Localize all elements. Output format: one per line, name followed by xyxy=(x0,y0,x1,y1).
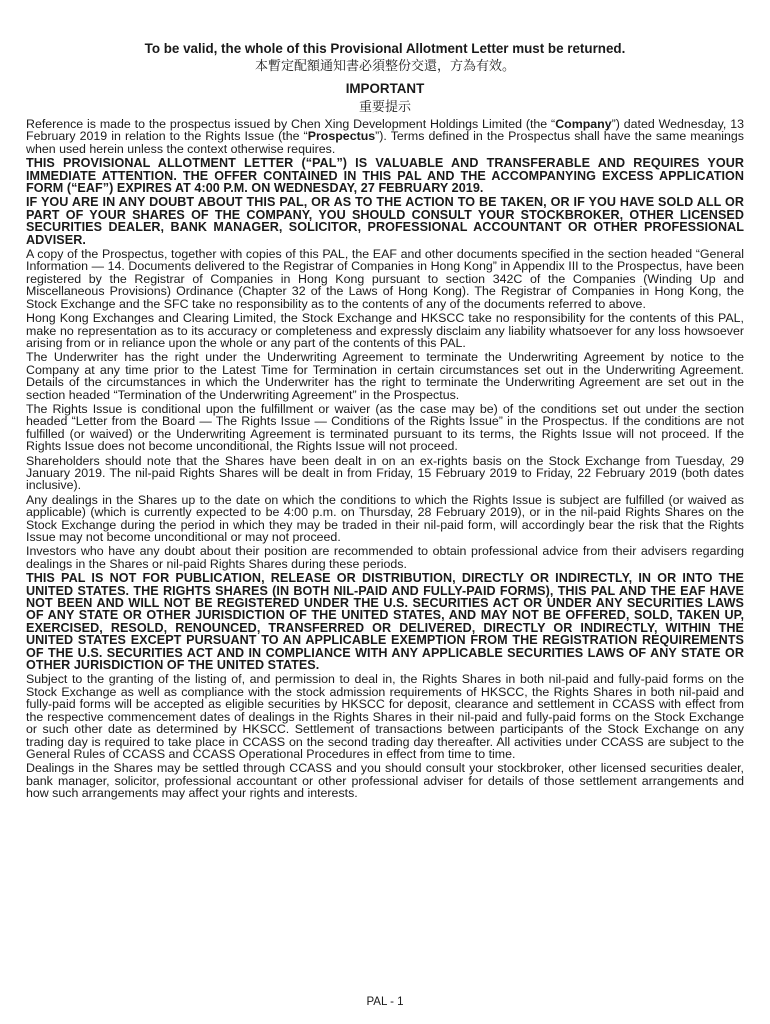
settlement-paragraph: Dealings in the Shares may be settled through CCASS and you should consult your stockbroker, other licensed securities dealer, bank manager, solicitor, professional accountant or other professional adviser for details of those settlement arrangements and how such arrangements may affect your rights and interests. xyxy=(26,761,744,801)
conditions-paragraph: The Rights Issue is conditional upon the fulfillment or waiver (as the case may be) of the conditions set out under the section headed “Letter from the Board — The Rights Issue — Conditions of the Rights Issue” in the Prospectus. If the conditions are not fulfilled (or waived) or the Underwriting Agreement is terminated pursuant to its terms, the Rights Issue will not proceed. If the Rights Issue does not become unconditional, the Rights Issue will not proceed. xyxy=(26,401,744,454)
disclaimer-paragraph: Hong Kong Exchanges and Clearing Limited, the Stock Exchange and HKSCC take no responsibility for the contents of this PAL, make no representation as to its accuracy or completeness and expressly disclaim any liability whatsoever for any loss howsoever arising from or in reliance upon the whole or any part of the contents of this PAL. xyxy=(26,311,744,350)
us-restriction-notice: THIS PAL IS NOT FOR PUBLICATION, RELEASE OR DISTRIBUTION, DIRECTLY OR INDIRECTLY, IN OR INTO THE UNITED STATES. THE RIGHTS SHARES (IN BOTH NIL-PAID AND FULLY-PAID FORMS), THIS PAL AND THE EAF HAVE NOT BEEN AND WILL NOT BE REGISTERED UNDER THE U.S. SECURITIES ACT OR UNDER ANY SECURITIES LAWS OF ANY STATE OR OTHER JURISDICTION OF THE UNITED STATES, AND MAY NOT BE OFFERED, SOLD, TAKEN UP, EXERCISED, RESOLD, RENOUNCED, TRANSFERRED OR DELIVERED, DIRECTLY OR INDIRECTLY, WITHIN THE UNITED STATES EXCEPT PURSUANT TO AN APPLICABLE EXEMPTION FROM THE REGISTRATION REQUIREMENTS OF THE U.S. SECURITIES ACT AND IN COMPLIANCE WITH ANY APPLICABLE SECURITIES LAWS OF ANY STATE OR OTHER JURISDICTION OF THE UNITED STATES. xyxy=(26,571,744,673)
underwriter-paragraph: The Underwriter has the right under the Underwriting Agreement to terminate the Underwriting Agreement by notice to the Company at any time prior to the Latest Time for Termination in certain circumstances set out in the Underwriting Agreement. Details of the circumstances in which the Underwriter has the right to terminate the Underwriting Agreement are set out in the section headed “Termination of the Underwriting Agreement” in the Prospectus. xyxy=(26,350,744,402)
ccass-paragraph: Subject to the granting of the listing of, and permission to deal in, the Rights Shares in both nil-paid and fully-paid forms on the Stock Exchange as well as compliance with the stock admission requirements of HKSCC, the Rights Shares in both nil-paid and fully-paid forms will be accepted as eligible securities by HKSCC for deposit, clearance and settlement in CCASS with effect from the respective commencement dates of dealings in the Rights Shares in their nil-paid and fully-paid forms on the Stock Exchange or such other date as determined by HKSCC. Settlement of transactions between participants of the Stock Exchange on any trading day is required to take place in CCASS on the second trading day thereafter. All activities under CCASS are subject to the General Rules of CCASS and CCASS Operational Procedures in effect from time to time. xyxy=(26,672,744,761)
ex-rights-paragraph: Shareholders should note that the Shares have been dealt in on an ex-rights basis on the Stock Exchange from Tuesday, 29 January 2019. The nil-paid Rights Shares will be dealt in from Friday, 15 February 2019 to Friday, 22 February 2019 (both dates inclusive). xyxy=(26,453,744,493)
doubt-notice: IF YOU ARE IN ANY DOUBT ABOUT THIS PAL, OR AS TO THE ACTION TO BE TAKEN, OR IF YOU HAVE SOLD ALL OR PART OF YOUR SHARES OF THE COMPANY, YOU SHOULD CONSULT YOUR STOCKBROKER, OTHER LICENSED SECURITIES DEALER, BANK MANAGER, SOLICITOR, PROFESSIONAL ACCOUNTANT OR OTHER PROFESSIONAL ADVISER. xyxy=(26,195,744,247)
company-term: Company xyxy=(555,117,612,131)
validity-heading: To be valid, the whole of this Provisional Allotment Letter must be returned. xyxy=(144,41,626,56)
pal-validity-notice: THIS PROVISIONAL ALLOTMENT LETTER (“PAL”) IS VALUABLE AND TRANSFERABLE AND REQUIRES YOUR IMMEDIATE ATTENTION. THE OFFER CONTAINED IN THIS PAL AND THE ACCOMPANYING EXCESS APPLICATION FORM (“EAF”) EXPIRES AT 4:00 P.M. ON WEDNESDAY, 27 FEBRUARY 2019. xyxy=(26,156,744,196)
intro-text-middle: ”) dated Wednesday, 13 February 2019 in relation to the Rights Issue (the “ xyxy=(26,117,744,144)
validity-heading-chinese: 本暫定配額通知書必須整份交還，方為有效。 xyxy=(254,59,515,74)
intro-paragraph xyxy=(26,118,744,155)
important-heading-chinese: 重要提示 xyxy=(358,100,411,115)
intro-text-start: Reference is made to the prospectus issued by Chen Xing Development Holdings Limited (the “ xyxy=(26,117,556,131)
intro-text-end: ”). Terms defined in the Prospectus shall have the same meanings when used herein unless the context otherwise requires. xyxy=(26,129,745,156)
page-number: PAL - 1 xyxy=(366,996,404,1008)
important-heading: IMPORTANT xyxy=(345,81,425,96)
investor-advice-paragraph: Investors who have any doubt about their position are recommended to obtain professional advice from their advisers regarding dealings in the Shares or nil-paid Rights Shares during these periods. xyxy=(26,544,744,571)
registration-paragraph: A copy of the Prospectus, together with copies of this PAL, the EAF and other documents specified in the section headed “General Information — 14. Documents delivered to the Registrar of Companies in Hong Kong” in Appendix III to the Prospectus, have been registered by the Registrar of Companies in Hong Kong pursuant to section 342C of the Companies (Winding Up and Miscellaneous Provisions) Ordinance (Chapter 32 of the Laws of Hong Kong). The Registrar of Companies in Hong Kong, the Stock Exchange and the SFC take no responsibility as to the contents of any of the documents referred to above. xyxy=(26,247,744,311)
dealings-risk-paragraph: Any dealings in the Shares up to the date on which the conditions to which the Rights Issue is subject are fulfilled (or waived as applicable) (which is currently expected to be 4:00 p.m. on Thursday, 28 February 2019), or in the nil-paid Rights Shares on the Stock Exchange during the period in which they may be traded in their nil-paid form, will accordingly bear the risk that the Rights Issue may not become unconditional or may not proceed. xyxy=(26,492,744,544)
prospectus-term: Prospectus xyxy=(307,129,376,144)
